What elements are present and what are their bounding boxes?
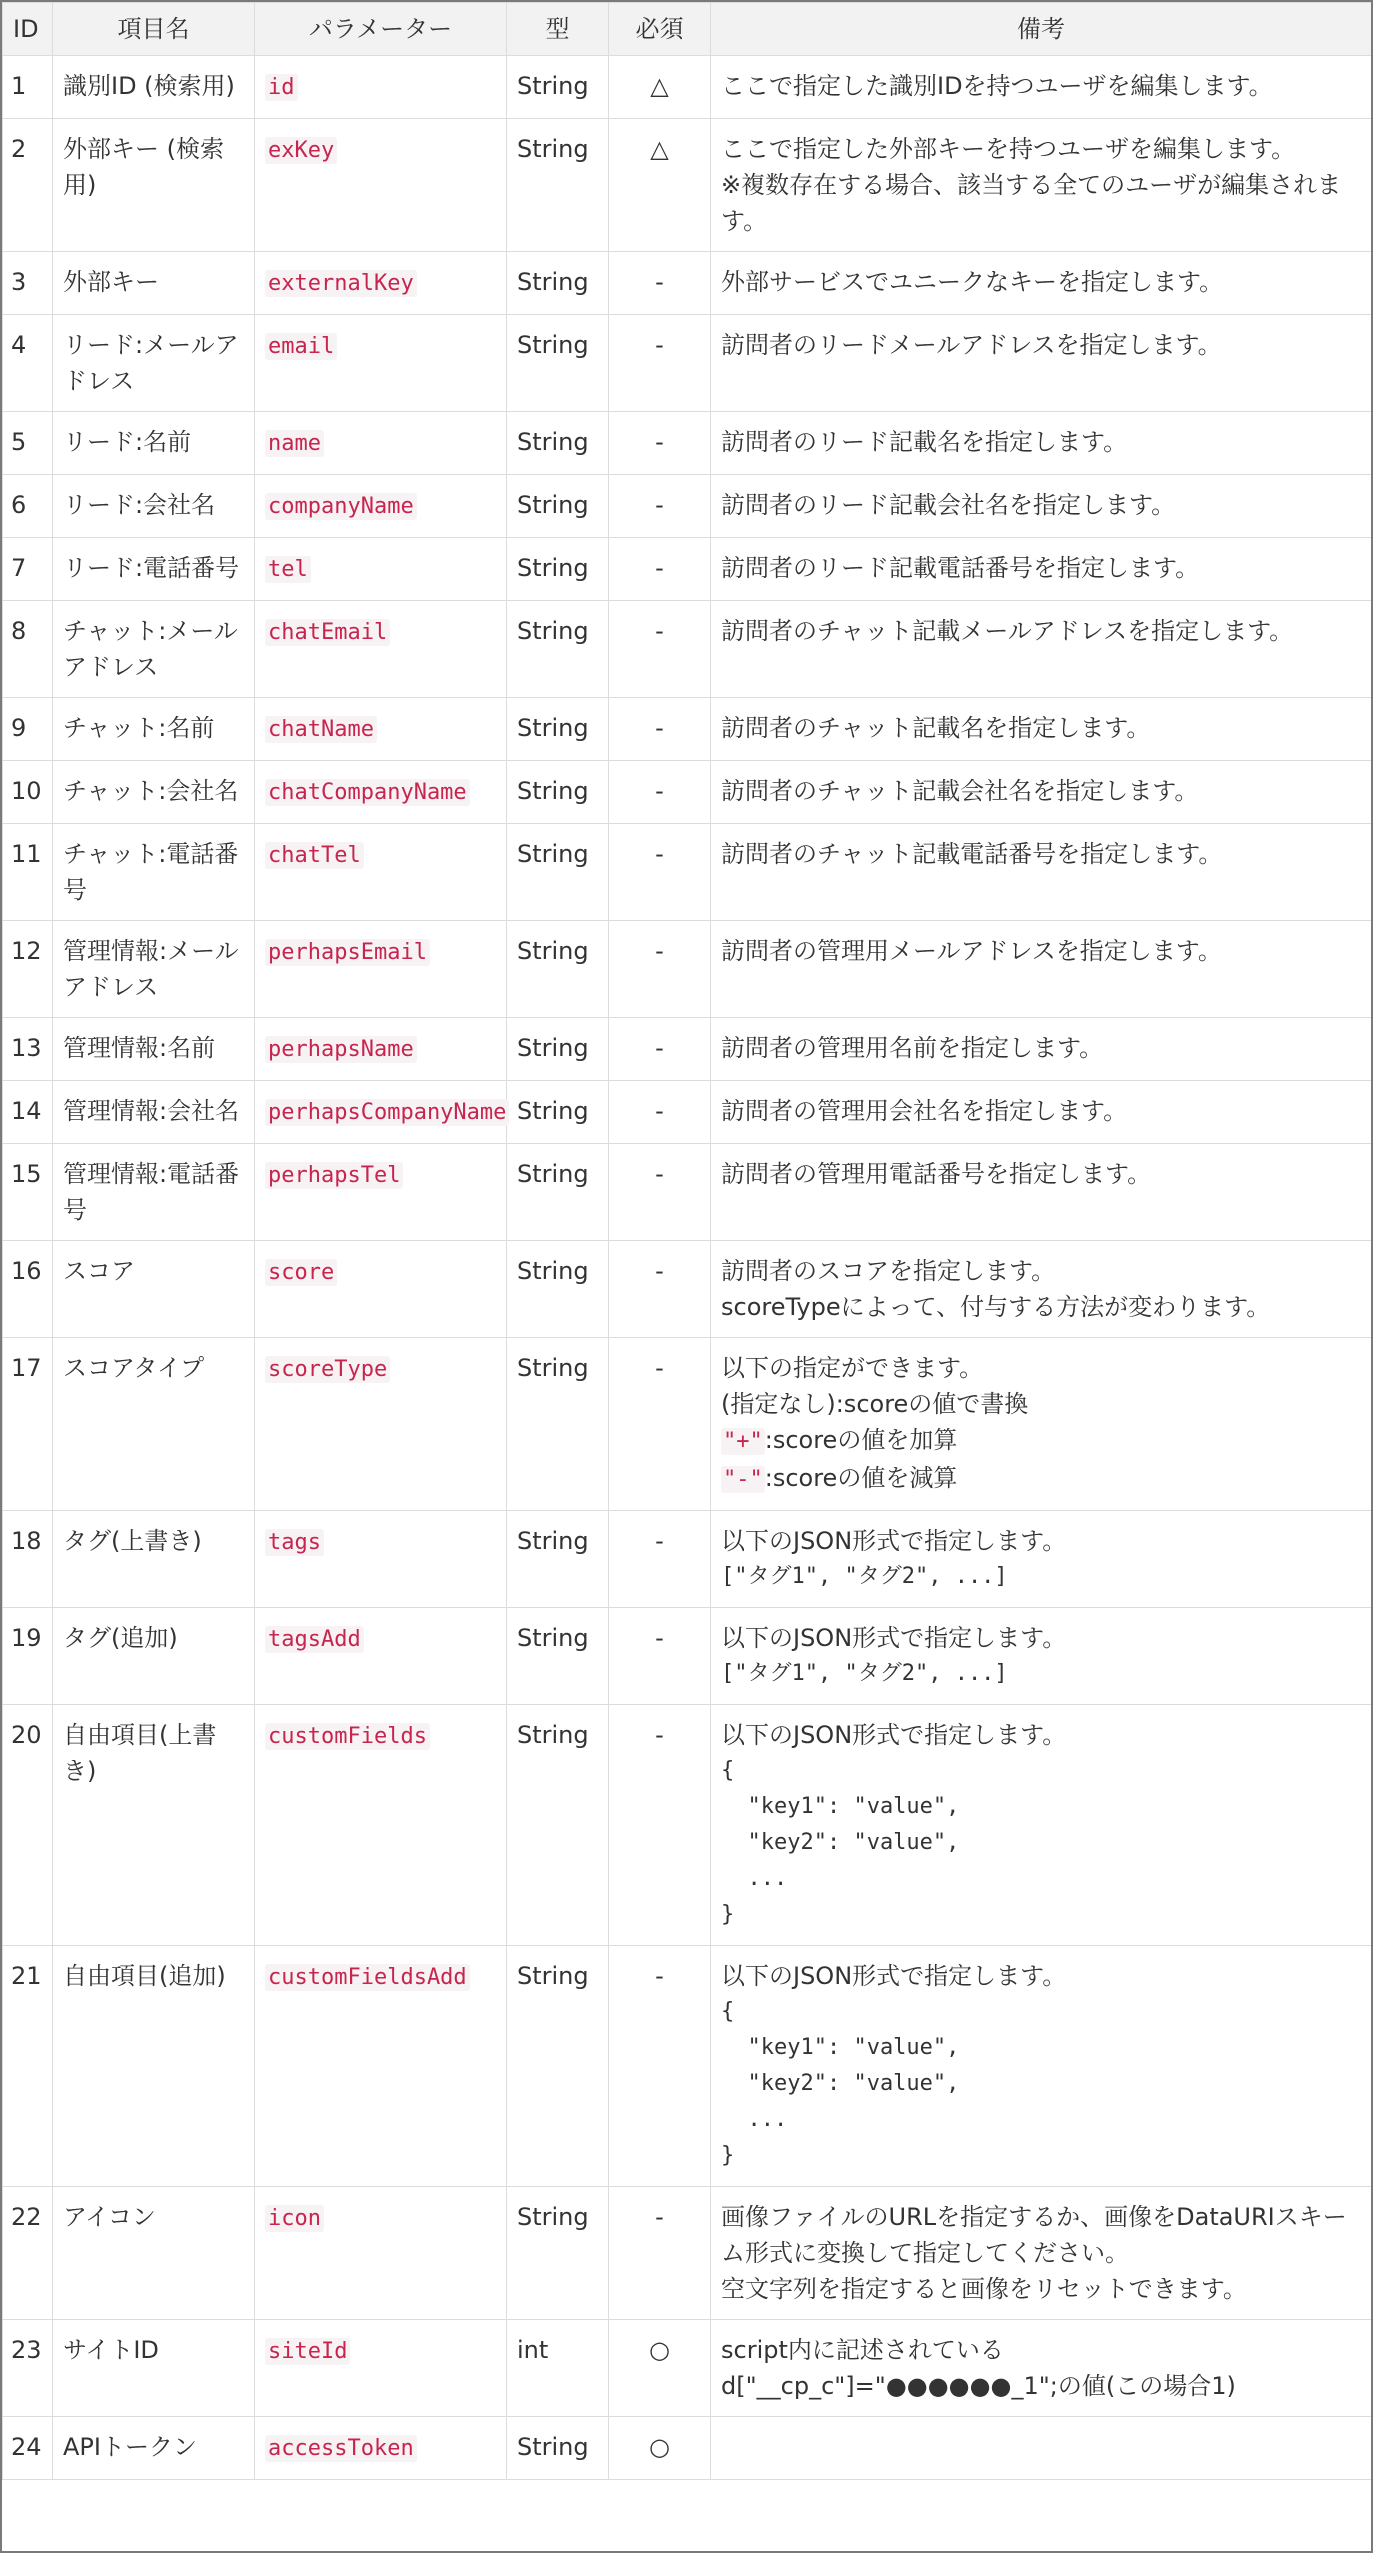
- note-line: [721, 424, 1361, 460]
- note-text: ここで指定した識別IDを持つユーザを編集します。: [721, 72, 1273, 100]
- row-required: -: [609, 252, 711, 315]
- note-text: 以下のJSON形式で指定します。: [721, 1962, 1067, 1990]
- row-id: 24: [3, 2417, 53, 2480]
- note-text: 訪問者のチャット記載電話番号を指定します。: [721, 840, 1223, 868]
- row-parameter-cell: [255, 1144, 507, 1241]
- row-required: -: [609, 2187, 711, 2320]
- note-line: [721, 2271, 1361, 2307]
- table-row: [3, 824, 1372, 921]
- parameter-code: scoreType: [265, 1356, 390, 1383]
- note-code-line: "key2": "value",: [721, 2071, 960, 2096]
- row-parameter-cell: [255, 538, 507, 601]
- parameter-code: chatCompanyName: [265, 779, 470, 806]
- note-line: [721, 1422, 1361, 1460]
- note-text: 訪問者のリードメールアドレスを指定します。: [721, 331, 1222, 359]
- note-line: [721, 1350, 1361, 1386]
- row-required: -: [609, 824, 711, 921]
- note-text: 訪問者の管理用会社名を指定します。: [721, 1097, 1128, 1125]
- row-notes: [711, 538, 1372, 601]
- parameter-code: icon: [265, 2205, 324, 2232]
- row-notes: [711, 824, 1372, 921]
- column-header-required: 必須: [609, 3, 711, 56]
- note-text: :scoreの値を減算: [764, 1464, 958, 1492]
- row-id: 20: [3, 1705, 53, 1946]
- note-line: [721, 1093, 1361, 1129]
- note-text: 外部サービスでユニークなキーを指定します。: [721, 268, 1224, 296]
- row-item-name: 管理情報:電話番号: [53, 1144, 255, 1241]
- row-item-name: 管理情報:会社名: [53, 1081, 255, 1144]
- row-item-name: 管理情報:名前: [53, 1018, 255, 1081]
- row-required: -: [609, 1338, 711, 1511]
- column-header-notes: 備考: [711, 3, 1372, 56]
- row-notes: [711, 56, 1372, 119]
- row-parameter-cell: [255, 1241, 507, 1338]
- row-type: String: [507, 1338, 609, 1511]
- note-inline-code: "+": [723, 1429, 763, 1454]
- row-notes: [711, 475, 1372, 538]
- note-text: 以下の指定ができます。: [721, 1354, 984, 1382]
- row-id: 1: [3, 56, 53, 119]
- note-line: [721, 1386, 1361, 1422]
- parameter-code: name: [265, 430, 324, 457]
- note-line: [721, 131, 1361, 167]
- row-type: String: [507, 698, 609, 761]
- row-notes: [711, 698, 1372, 761]
- note-line: [721, 327, 1361, 363]
- row-parameter-cell: [255, 2417, 507, 2480]
- row-item-name: スコア: [53, 1241, 255, 1338]
- row-parameter-cell: [255, 1018, 507, 1081]
- parameter-code: chatTel: [265, 842, 364, 869]
- row-type: String: [507, 119, 609, 252]
- row-id: 23: [3, 2320, 53, 2417]
- note-line: [721, 710, 1361, 746]
- table-row: [3, 1608, 1372, 1705]
- note-code-line: "key1": "value",: [721, 1794, 960, 1819]
- row-parameter-cell: [255, 252, 507, 315]
- row-id: 5: [3, 412, 53, 475]
- row-id: 3: [3, 252, 53, 315]
- note-text: ※複数存在する場合、該当する全てのユーザが編集されます。: [721, 171, 1342, 235]
- note-line: [721, 1523, 1361, 1559]
- row-required: ○: [609, 2320, 711, 2417]
- note-text: d["__cp_c"]="●●●●●●_1";の値(この場合1): [721, 2372, 1236, 2400]
- row-notes: [711, 601, 1372, 698]
- parameter-code: exKey: [265, 137, 337, 164]
- row-type: String: [507, 761, 609, 824]
- row-item-name: チャット:会社名: [53, 761, 255, 824]
- table-row: [3, 1018, 1372, 1081]
- row-notes: [711, 1144, 1372, 1241]
- row-required: -: [609, 1511, 711, 1608]
- row-required: -: [609, 1705, 711, 1946]
- note-code-line: ...: [721, 1866, 788, 1891]
- note-text: 訪問者のリード記載会社名を指定します。: [721, 491, 1176, 519]
- column-header-parameter: パラメーター: [255, 3, 507, 56]
- note-line: [721, 1253, 1361, 1289]
- table-row: [3, 2187, 1372, 2320]
- note-line: [721, 1289, 1361, 1325]
- column-header-id: ID: [3, 3, 53, 56]
- note-text: 訪問者のチャット記載名を指定します。: [721, 714, 1151, 742]
- row-item-name: リード:メールアドレス: [53, 315, 255, 412]
- note-code-line: }: [721, 2143, 735, 2168]
- note-line: [721, 773, 1361, 809]
- row-id: 10: [3, 761, 53, 824]
- table-row: [3, 2417, 1372, 2480]
- row-id: 7: [3, 538, 53, 601]
- row-id: 8: [3, 601, 53, 698]
- row-item-name: APIトークン: [53, 2417, 255, 2480]
- parameter-code: siteId: [265, 2338, 350, 2365]
- row-type: String: [507, 1946, 609, 2187]
- note-text: 訪問者のチャット記載メールアドレスを指定します。: [721, 617, 1294, 645]
- note-line: [721, 2368, 1361, 2404]
- note-line: [721, 1030, 1361, 1066]
- parameter-code: score: [265, 1259, 337, 1286]
- note-line: [721, 2199, 1361, 2271]
- row-id: 18: [3, 1511, 53, 1608]
- row-notes: [711, 1705, 1372, 1946]
- row-required: -: [609, 1946, 711, 2187]
- row-notes: [711, 2417, 1372, 2480]
- parameter-code: externalKey: [265, 270, 417, 297]
- row-parameter-cell: [255, 475, 507, 538]
- note-line: [721, 1460, 1361, 1498]
- note-line: [721, 68, 1361, 104]
- row-parameter-cell: [255, 1705, 507, 1946]
- row-notes: [711, 1608, 1372, 1705]
- table-row: [3, 1705, 1372, 1946]
- parameter-code: accessToken: [265, 2435, 417, 2462]
- parameter-code: chatEmail: [265, 619, 390, 646]
- row-required: -: [609, 538, 711, 601]
- parameter-code: companyName: [265, 493, 417, 520]
- row-parameter-cell: [255, 761, 507, 824]
- row-id: 17: [3, 1338, 53, 1511]
- row-notes: [711, 761, 1372, 824]
- note-text: 以下のJSON形式で指定します。: [721, 1527, 1067, 1555]
- note-code-line: ["タグ1", "タグ2", ...]: [721, 1661, 1008, 1686]
- row-item-name: リード:名前: [53, 412, 255, 475]
- row-type: String: [507, 921, 609, 1018]
- table-row: [3, 698, 1372, 761]
- row-type: String: [507, 538, 609, 601]
- table-row: [3, 1511, 1372, 1608]
- note-code-line: ["タグ1", "タグ2", ...]: [721, 1564, 1008, 1589]
- note-line: [721, 487, 1361, 523]
- row-required: -: [609, 698, 711, 761]
- row-id: 11: [3, 824, 53, 921]
- row-item-name: 自由項目(追加): [53, 1946, 255, 2187]
- note-text: 以下のJSON形式で指定します。: [721, 1721, 1067, 1749]
- note-inline-code: "-": [723, 1467, 763, 1492]
- note-code-line: }: [721, 1902, 735, 1927]
- row-parameter-cell: [255, 315, 507, 412]
- table-row: [3, 538, 1372, 601]
- row-type: String: [507, 1608, 609, 1705]
- note-text: 訪問者のチャット記載会社名を指定します。: [721, 777, 1199, 805]
- row-parameter-cell: [255, 1608, 507, 1705]
- row-required: △: [609, 119, 711, 252]
- note-line: [721, 264, 1361, 300]
- note-text: script内に記述されている: [721, 2336, 1004, 2364]
- row-required: -: [609, 475, 711, 538]
- row-required: -: [609, 921, 711, 1018]
- note-line: [721, 1156, 1361, 1192]
- row-parameter-cell: [255, 119, 507, 252]
- parameter-code: chatName: [265, 716, 377, 743]
- row-required: -: [609, 1081, 711, 1144]
- row-notes: [711, 252, 1372, 315]
- row-id: 12: [3, 921, 53, 1018]
- row-notes: [711, 119, 1372, 252]
- row-parameter-cell: [255, 1946, 507, 2187]
- row-type: String: [507, 824, 609, 921]
- note-line: [721, 933, 1361, 969]
- note-text: 訪問者のスコアを指定します。: [721, 1257, 1056, 1285]
- row-notes: [711, 1081, 1372, 1144]
- parameter-code: tel: [265, 556, 311, 583]
- parameter-code: perhapsCompanyName: [265, 1099, 509, 1126]
- table-header-row: [3, 3, 1372, 56]
- table-row: [3, 252, 1372, 315]
- note-text: :scoreの値を加算: [764, 1426, 958, 1454]
- row-notes: [711, 1946, 1372, 2187]
- row-id: 4: [3, 315, 53, 412]
- row-item-name: スコアタイプ: [53, 1338, 255, 1511]
- row-type: String: [507, 315, 609, 412]
- table-row: [3, 56, 1372, 119]
- row-required: -: [609, 1018, 711, 1081]
- row-type: String: [507, 475, 609, 538]
- note-text: scoreTypeによって、付与する方法が変わります。: [721, 1293, 1271, 1321]
- row-notes: [711, 1338, 1372, 1511]
- row-item-name: 管理情報:メールアドレス: [53, 921, 255, 1018]
- row-item-name: タグ(追加): [53, 1608, 255, 1705]
- row-required: -: [609, 761, 711, 824]
- row-parameter-cell: [255, 921, 507, 1018]
- row-notes: [711, 921, 1372, 1018]
- parameter-code: customFieldsAdd: [265, 1964, 470, 1991]
- row-type: int: [507, 2320, 609, 2417]
- row-item-name: チャット:メールアドレス: [53, 601, 255, 698]
- note-line: [721, 836, 1361, 872]
- row-type: String: [507, 1705, 609, 1946]
- row-id: 6: [3, 475, 53, 538]
- row-notes: [711, 412, 1372, 475]
- column-header-item-name: 項目名: [53, 3, 255, 56]
- row-id: 9: [3, 698, 53, 761]
- table-row: [3, 1241, 1372, 1338]
- note-line: [721, 1958, 1361, 1994]
- row-item-name: チャット:電話番号: [53, 824, 255, 921]
- row-id: 21: [3, 1946, 53, 2187]
- note-text: 訪問者のリード記載電話番号を指定します。: [721, 554, 1200, 582]
- table-row: [3, 1946, 1372, 2187]
- note-code-line: {: [721, 1758, 735, 1783]
- row-parameter-cell: [255, 2187, 507, 2320]
- row-notes: [711, 2187, 1372, 2320]
- row-item-name: リード:会社名: [53, 475, 255, 538]
- row-parameter-cell: [255, 2320, 507, 2417]
- note-text: (指定なし):scoreの値で書換: [721, 1390, 1029, 1418]
- note-code-line: "key2": "value",: [721, 1830, 960, 1855]
- parameter-code: email: [265, 333, 337, 360]
- table-row: [3, 119, 1372, 252]
- note-code-line: {: [721, 1999, 735, 2024]
- note-text: 訪問者の管理用名前を指定します。: [721, 1034, 1104, 1062]
- table-row: [3, 412, 1372, 475]
- table-body: [3, 56, 1372, 2480]
- row-item-name: チャット:名前: [53, 698, 255, 761]
- row-item-name: 外部キー (検索用): [53, 119, 255, 252]
- row-notes: [711, 315, 1372, 412]
- row-required: -: [609, 1144, 711, 1241]
- row-required: -: [609, 315, 711, 412]
- note-text: 画像ファイルのURLを指定するか、画像をDataURIスキーム形式に変換して指定してください。: [721, 2203, 1347, 2267]
- table-row: [3, 761, 1372, 824]
- row-id: 2: [3, 119, 53, 252]
- parameter-code: customFields: [265, 1723, 430, 1750]
- row-item-name: サイトID: [53, 2320, 255, 2417]
- row-parameter-cell: [255, 56, 507, 119]
- row-type: String: [507, 1144, 609, 1241]
- row-item-name: タグ(上書き): [53, 1511, 255, 1608]
- note-text: ここで指定した外部キーを持つユーザを編集します。: [721, 135, 1296, 163]
- row-id: 14: [3, 1081, 53, 1144]
- row-parameter-cell: [255, 412, 507, 475]
- note-text: 訪問者の管理用電話番号を指定します。: [721, 1160, 1152, 1188]
- parameter-code: id: [265, 74, 298, 101]
- parameter-code: perhapsEmail: [265, 939, 430, 966]
- row-id: 16: [3, 1241, 53, 1338]
- table-row: [3, 2320, 1372, 2417]
- note-line: [721, 613, 1361, 649]
- row-type: String: [507, 1081, 609, 1144]
- note-text: 訪問者の管理用メールアドレスを指定します。: [721, 937, 1222, 965]
- row-type: String: [507, 412, 609, 475]
- row-type: String: [507, 252, 609, 315]
- row-required: -: [609, 1241, 711, 1338]
- row-parameter-cell: [255, 601, 507, 698]
- note-line: [721, 1620, 1361, 1656]
- row-id: 13: [3, 1018, 53, 1081]
- table-row: [3, 475, 1372, 538]
- row-parameter-cell: [255, 824, 507, 921]
- note-line: [721, 167, 1361, 239]
- row-id: 22: [3, 2187, 53, 2320]
- row-item-name: リード:電話番号: [53, 538, 255, 601]
- row-parameter-cell: [255, 1081, 507, 1144]
- table-row: [3, 601, 1372, 698]
- row-parameter-cell: [255, 698, 507, 761]
- table-row: [3, 1081, 1372, 1144]
- row-type: String: [507, 1511, 609, 1608]
- row-required: ○: [609, 2417, 711, 2480]
- row-parameter-cell: [255, 1511, 507, 1608]
- row-type: String: [507, 1018, 609, 1081]
- note-line: [721, 1717, 1361, 1753]
- row-notes: [711, 1511, 1372, 1608]
- table-row: [3, 1144, 1372, 1241]
- row-notes: [711, 1018, 1372, 1081]
- column-header-type: 型: [507, 3, 609, 56]
- row-type: String: [507, 601, 609, 698]
- parameter-code: perhapsTel: [265, 1162, 403, 1189]
- row-required: -: [609, 601, 711, 698]
- note-text: 訪問者のリード記載名を指定します。: [721, 428, 1128, 456]
- row-notes: [711, 1241, 1372, 1338]
- row-type: String: [507, 1241, 609, 1338]
- row-item-name: 外部キー: [53, 252, 255, 315]
- note-line: [721, 2332, 1361, 2368]
- note-text: 空文字列を指定すると画像をリセットできます。: [721, 2275, 1247, 2303]
- parameter-code: tagsAdd: [265, 1626, 364, 1653]
- row-required: -: [609, 1608, 711, 1705]
- row-type: String: [507, 2187, 609, 2320]
- row-type: String: [507, 2417, 609, 2480]
- row-required: △: [609, 56, 711, 119]
- parameter-code: tags: [265, 1529, 324, 1556]
- note-text: 以下のJSON形式で指定します。: [721, 1624, 1067, 1652]
- table-row: [3, 921, 1372, 1018]
- row-item-name: 識別ID (検索用): [53, 56, 255, 119]
- row-id: 19: [3, 1608, 53, 1705]
- row-type: String: [507, 56, 609, 119]
- row-item-name: 自由項目(上書き): [53, 1705, 255, 1946]
- row-required: -: [609, 412, 711, 475]
- note-code-line: ...: [721, 2107, 788, 2132]
- row-notes: [711, 2320, 1372, 2417]
- parameter-table: [2, 2, 1372, 2480]
- note-line: [721, 550, 1361, 586]
- table-row: [3, 1338, 1372, 1511]
- table-row: [3, 315, 1372, 412]
- row-item-name: アイコン: [53, 2187, 255, 2320]
- row-id: 15: [3, 1144, 53, 1241]
- row-parameter-cell: [255, 1338, 507, 1511]
- parameter-code: perhapsName: [265, 1036, 417, 1063]
- note-code-line: "key1": "value",: [721, 2035, 960, 2060]
